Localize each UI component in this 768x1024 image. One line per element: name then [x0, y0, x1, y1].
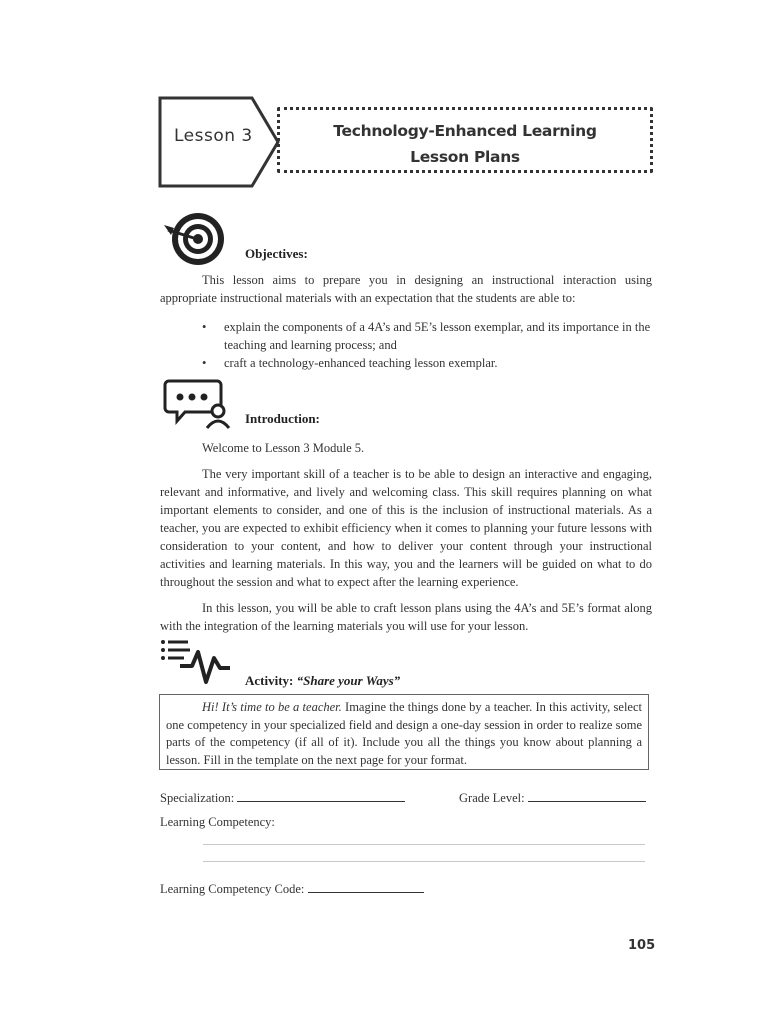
grade-level-blank[interactable] [528, 789, 646, 802]
introduction-heading: Introduction: [245, 411, 320, 426]
list-item: • explain the components of a 4A’s and 5E’s lesson exemplar, and its importance in the teaching and learning process; and [200, 318, 652, 354]
lesson-title-box [277, 107, 653, 173]
introduction-paragraph-1: The very important skill of a teacher is to be able to design an interactive and engaging, relevant and informative, and lively and welcoming class. This skill requires planning on what important elements to consider, and one of this is the inclusion of instructional materials. As a teacher, you are expected to exhibit efficiency when it comes to planning your future lessons with consideration to your content, and how to deliver your content through your instructional activities and learning materials. In this way, you and the learners will be guided on what to do throughout the session and what to expect after the learning experience. [160, 467, 652, 589]
introduction-paragraph-2: In this lesson, you will be able to craft lesson plans using the 4A’s and 5E’s format along with the integration of the learning materials you will use for your lesson. [160, 601, 652, 633]
objectives-heading: Objectives: [245, 246, 308, 261]
specialization-blank[interactable] [237, 789, 405, 802]
specialization-field: Specialization: [160, 789, 405, 806]
list-item: • craft a technology-enhanced teaching lesson exemplar. [200, 354, 652, 372]
activity-title: “Share your Ways” [296, 673, 401, 688]
activity-heading: Activity: “Share your Ways” [245, 673, 401, 688]
learning-competency-label: Learning Competency: [160, 815, 275, 829]
lesson-title-line2: Lesson Plans [410, 148, 520, 166]
competency-line-1[interactable] [203, 844, 645, 845]
activity-instructions-box: Hi! It’s time to be a teacher. Imagine the things done by a teacher. In this activity, select one competency in your specialized field and design a one-day session in order to realize some parts of the competency (if all of it). Include you all the things you know about planning a lesson. Fill in the template on the next page for your format. [159, 694, 649, 770]
competency-code-field: Learning Competency Code: [160, 880, 424, 897]
introduction-welcome: Welcome to Lesson 3 Module 5. [202, 441, 365, 455]
competency-line-2[interactable] [203, 861, 645, 862]
target-icon [160, 210, 230, 270]
competency-code-blank[interactable] [308, 880, 424, 893]
chat-user-icon [163, 378, 235, 430]
lesson-label: Lesson 3 [174, 126, 253, 146]
objectives-list [200, 318, 652, 372]
page-number: 105 [628, 938, 656, 953]
grade-level-field: Grade Level: [459, 789, 646, 806]
objectives-intro: This lesson aims to prepare you in designing an instructional interaction using appropriate instructional materials with an expectation that the students are able to: [160, 273, 652, 305]
lesson-title-line1: Technology-Enhanced Learning [333, 122, 597, 140]
activity-pulse-icon [160, 636, 232, 688]
